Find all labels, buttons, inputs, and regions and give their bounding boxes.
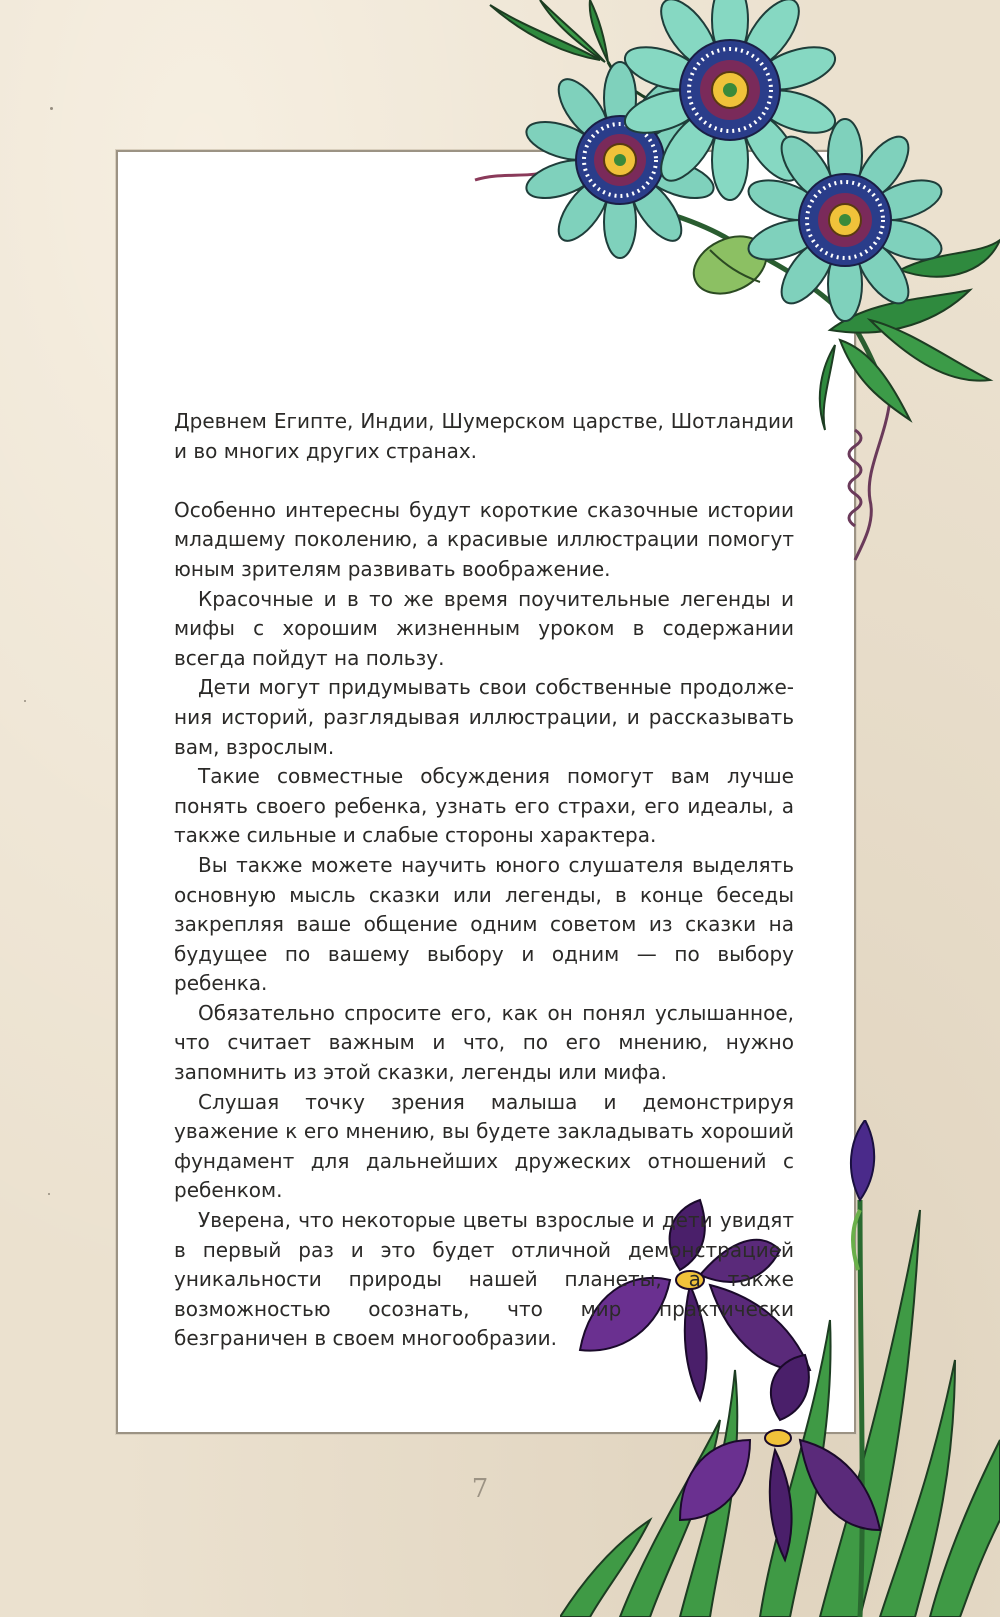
paragraph: Уверена, что некоторые цветы взрослые и дети увидят в первый раз и это будет отличной демонстрацией уникальности природы нашей планеты, а также возможностью осознать, что мир практически безграничен в своем многообразии.: [174, 1208, 794, 1351]
paragraph: Слушая точку зрения малыша и демонстрируя уважение к его мнению, вы будете закладывать хороший фундамент для дальнейших дружеских отношений с ребенком.: [174, 1089, 794, 1203]
paper-speck: [24, 700, 26, 702]
paragraph: Такие совместные обсуждения помогут вам лучше понять своего ребенка, узнать его страхи, его идеалы, а также сильные и слабые стороны характера.: [174, 764, 794, 848]
paragraph: Древнем Египте, Индии, Шумерском царстве, Шотландии и во многих других странах.: [174, 409, 794, 463]
paragraph: Особенно интересны будут короткие сказочные истории младшему поколению, а красивые иллюстрации помогут юным зрителям развивать воображение.: [174, 497, 794, 581]
paragraph: Красочные и в то же время поучительные легенды и мифы с хорошим жизненным уроком в содержании всегда пойдут на пользу.: [174, 586, 794, 670]
paragraph: Дети могут придумывать свои собственные продолжения историй, разглядывая иллюстрации, и рассказывать вам, взрослым.: [174, 675, 794, 759]
paper-speck: [50, 107, 53, 110]
page-number: 7: [471, 1474, 489, 1504]
paragraph: Обязательно спросите его, как он понял услышанное, что считает важным и что, по его мнению, нужно запомнить из этой сказки, легенды или мифа.: [174, 1000, 794, 1085]
body-text: [174, 407, 794, 1354]
paper-speck: [48, 1193, 50, 1195]
paragraph: Вы также можете научить юного слушателя выделять основную мысль сказки или легенды, в конце беседы закрепляя ваше общение одним советом из сказки на будущее по вашему выбору и одним — по выбору ребенка.: [174, 852, 794, 996]
